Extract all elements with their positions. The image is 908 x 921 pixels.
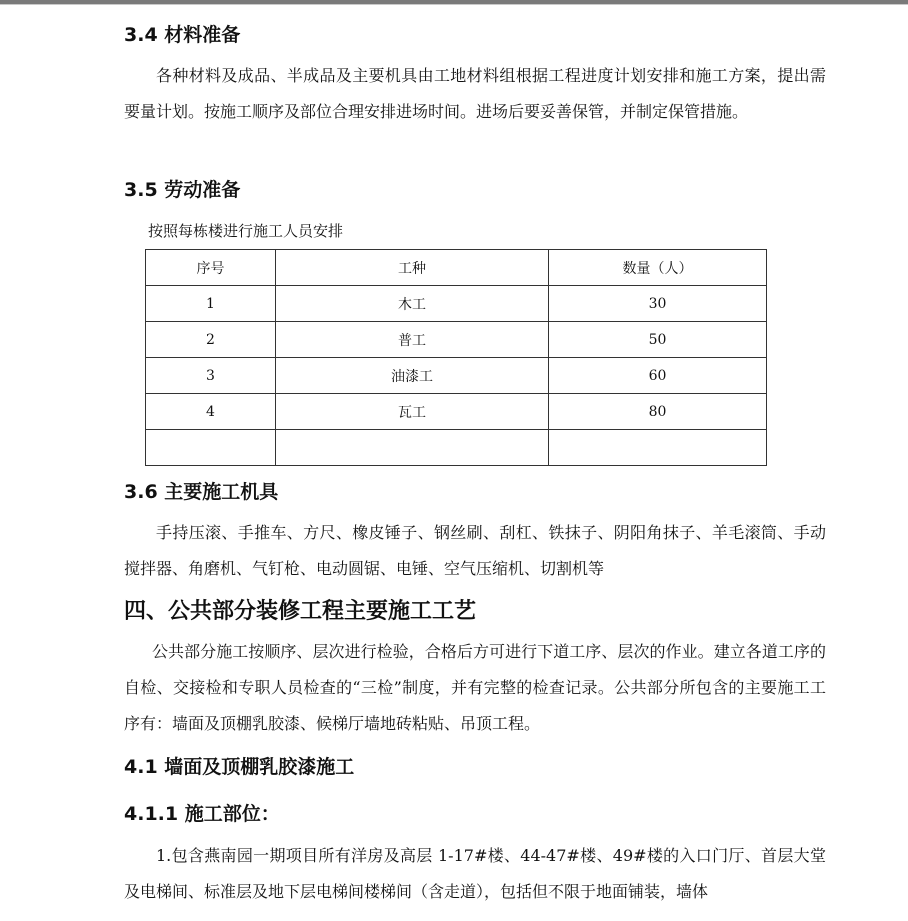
heading-4-1-1: 4.1.1 施工部位： — [124, 803, 280, 825]
paragraph-equipment: 手持压滚、手推车、方尺、橡皮锤子、钢丝刷、刮杠、铁抹子、阴阳角抹子、羊毛滚筒、手动搅拌器、角磨机、气钉枪、电动圆锯、电锤、空气压缩机、切割机等 — [124, 523, 826, 578]
heading-3-5: 3.5 劳动准备 — [124, 179, 241, 201]
cell-trade: 普工 — [276, 322, 549, 358]
cell-trade: 木工 — [276, 286, 549, 322]
staff-table — [145, 249, 767, 466]
paragraph-materials: 各种材料及成品、半成品及主要机具由工地材料组根据工程进度计划安排和施工方案，提出需要量计划。按施工顺序及部位合理安排进场时间。进场后要妥善保管，并制定保管措施。 — [124, 66, 826, 121]
table-header-row — [146, 250, 767, 286]
cell-index: 4 — [146, 394, 276, 430]
cell-count: 60 — [549, 358, 767, 394]
paragraph-public-works: 公共部分施工按顺序、层次进行检验，合格后方可进行下道工序、层次的作业。建立各道工序的自检、交接检和专职人员检查的“三检”制度，并有完整的检查记录。公共部分所包含的主要施工工序有：墙面及顶棚乳胶漆、候梯厅墙地砖粘贴、吊顶工程。 — [124, 642, 826, 733]
cell-index: 3 — [146, 358, 276, 394]
window-edge-line — [0, 4, 908, 5]
cell-index: 2 — [146, 322, 276, 358]
column-header-trade: 工种 — [276, 250, 549, 286]
cell-count — [549, 430, 767, 466]
cell-index — [146, 430, 276, 466]
heading-3-6: 3.6 主要施工机具 — [124, 481, 279, 503]
table-row — [146, 322, 767, 358]
column-header-index: 序号 — [146, 250, 276, 286]
column-header-count: 数量（人） — [549, 250, 767, 286]
cell-count: 80 — [549, 394, 767, 430]
cell-trade: 瓦工 — [276, 394, 549, 430]
cell-count: 50 — [549, 322, 767, 358]
heading-4-1: 4.1 墙面及顶棚乳胶漆施工 — [124, 756, 355, 778]
cell-trade — [276, 430, 549, 466]
table-row — [146, 358, 767, 394]
heading-chapter-4: 四、公共部分装修工程主要施工工艺 — [124, 599, 477, 624]
paragraph-construction-area: 1.包含燕南园一期项目所有洋房及高层 1-17#楼、44-47#楼、49#楼的入口门厅、首层大堂及电梯间、标准层及地下层电梯间楼梯间（含走道），包括但不限于地面铺装，墙体 — [124, 846, 826, 901]
cell-trade: 油漆工 — [276, 358, 549, 394]
table-row — [146, 286, 767, 322]
cell-count: 30 — [549, 286, 767, 322]
table-row-empty — [146, 430, 767, 466]
heading-3-4: 3.4 材料准备 — [124, 24, 241, 46]
table-caption: 按照每栋楼进行施工人员安排 — [148, 222, 344, 240]
table-row — [146, 394, 767, 430]
cell-index: 1 — [146, 286, 276, 322]
